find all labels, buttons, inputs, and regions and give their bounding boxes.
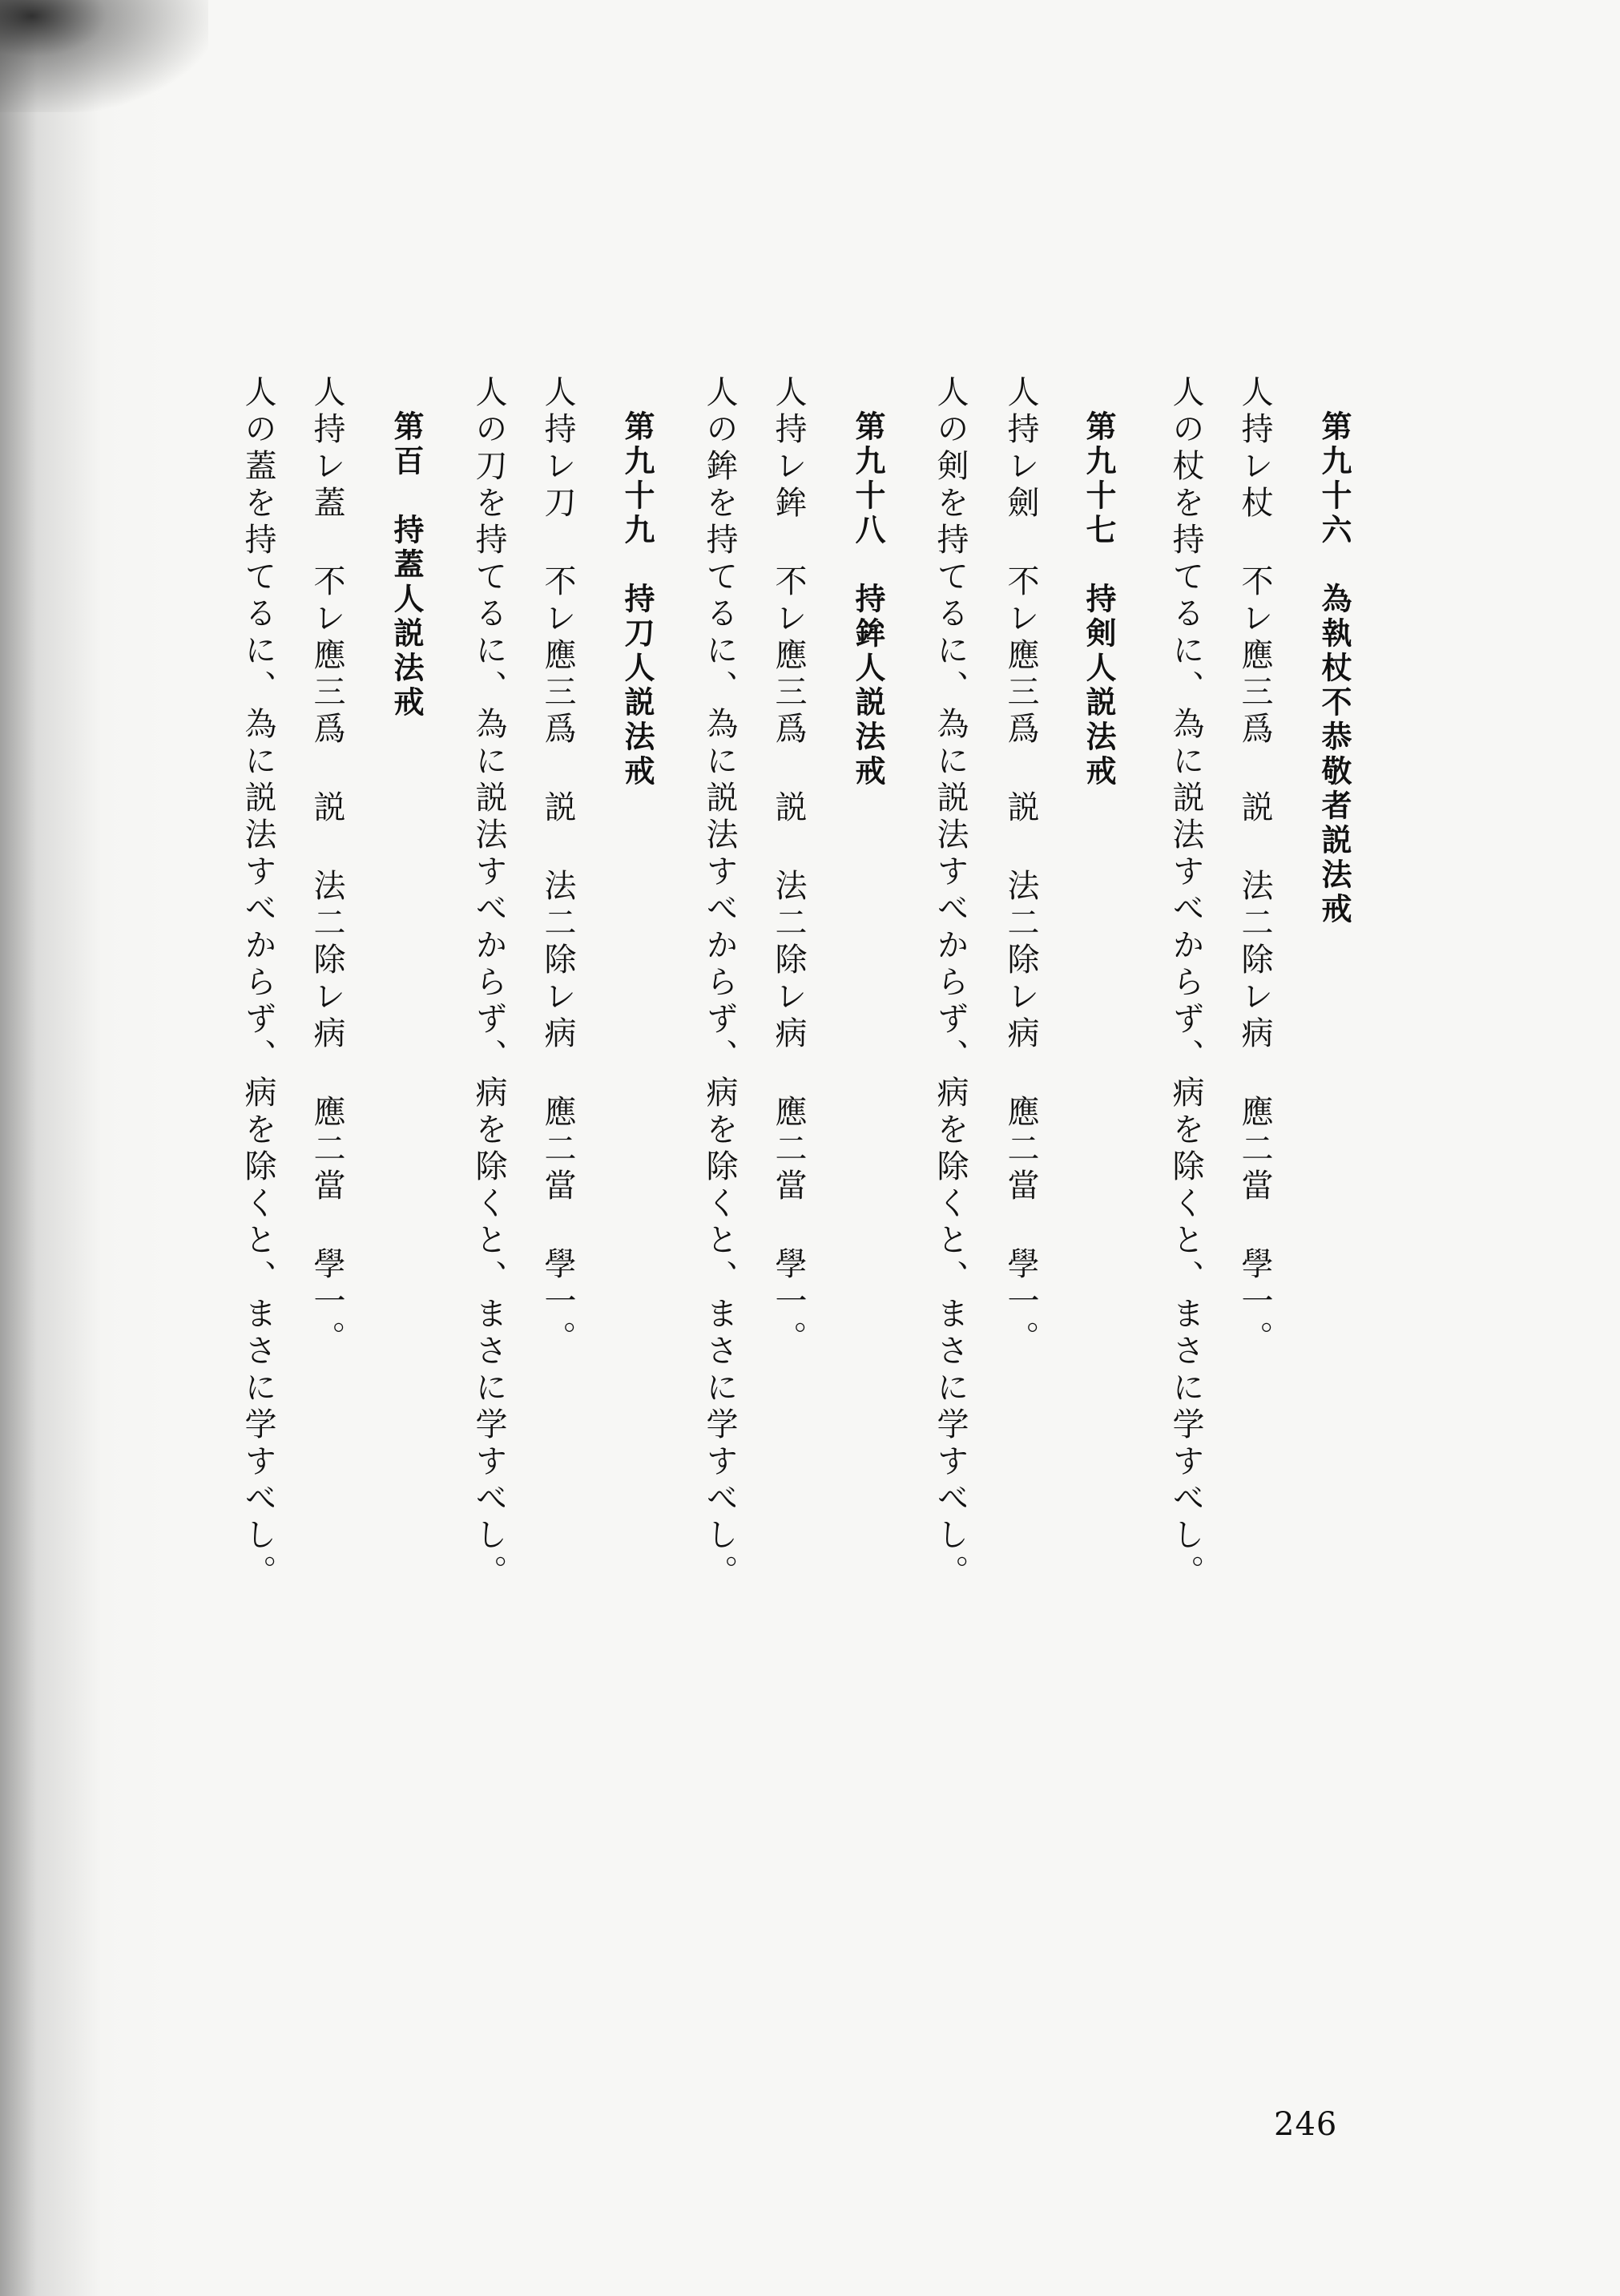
reading-line-100: 人の蓋を持てるに、為に説法すべからず、病を除くと、まさに学すべし。: [240, 375, 276, 1592]
kanbun-line-97: 人持レ劍 不レ應三爲 説 法二除レ病 應二當 學一。: [1002, 375, 1039, 1358]
kanbun-line-96: 人持レ杖 不レ應三爲 説 法二除レ病 應二當 學一。: [1236, 375, 1273, 1358]
reading-line-99: 人の刀を持てるに、為に説法すべからず、病を除くと、まさに学すべし。: [470, 375, 507, 1592]
kanbun-line-98: 人持レ鉾 不レ應三爲 説 法二除レ病 應二當 學一。: [770, 375, 807, 1358]
section-heading-99: 第九十九 持刀人説法戒: [619, 410, 655, 789]
page-number: 246: [1274, 2106, 1338, 2143]
kanbun-line-100: 人持レ蓋 不レ應三爲 説 法二除レ病 應二當 學一。: [308, 375, 345, 1358]
section-heading-98: 第九十八 持鉾人説法戒: [850, 410, 885, 789]
reading-line-96: 人の杖を持てるに、為に説法すべからず、病を除くと、まさに学すべし。: [1167, 375, 1204, 1592]
scan-corner-shadow: [0, 0, 208, 112]
kanbun-line-99: 人持レ刀 不レ應三爲 説 法二除レ病 應二當 學一。: [539, 375, 576, 1358]
section-heading-96: 第九十六 為執杖不恭敬者説法戒: [1316, 410, 1352, 927]
reading-line-97: 人の剣を持てるに、為に説法すべからず、病を除くと、まさに学すべし。: [932, 375, 969, 1592]
section-heading-97: 第九十七 持剣人説法戒: [1081, 410, 1116, 789]
reading-line-98: 人の鉾を持てるに、為に説法すべからず、病を除くと、まさに学すべし。: [701, 375, 738, 1592]
section-heading-100: 第百 持蓋人説法戒: [389, 410, 424, 720]
scan-gutter-shadow: [0, 0, 168, 2296]
